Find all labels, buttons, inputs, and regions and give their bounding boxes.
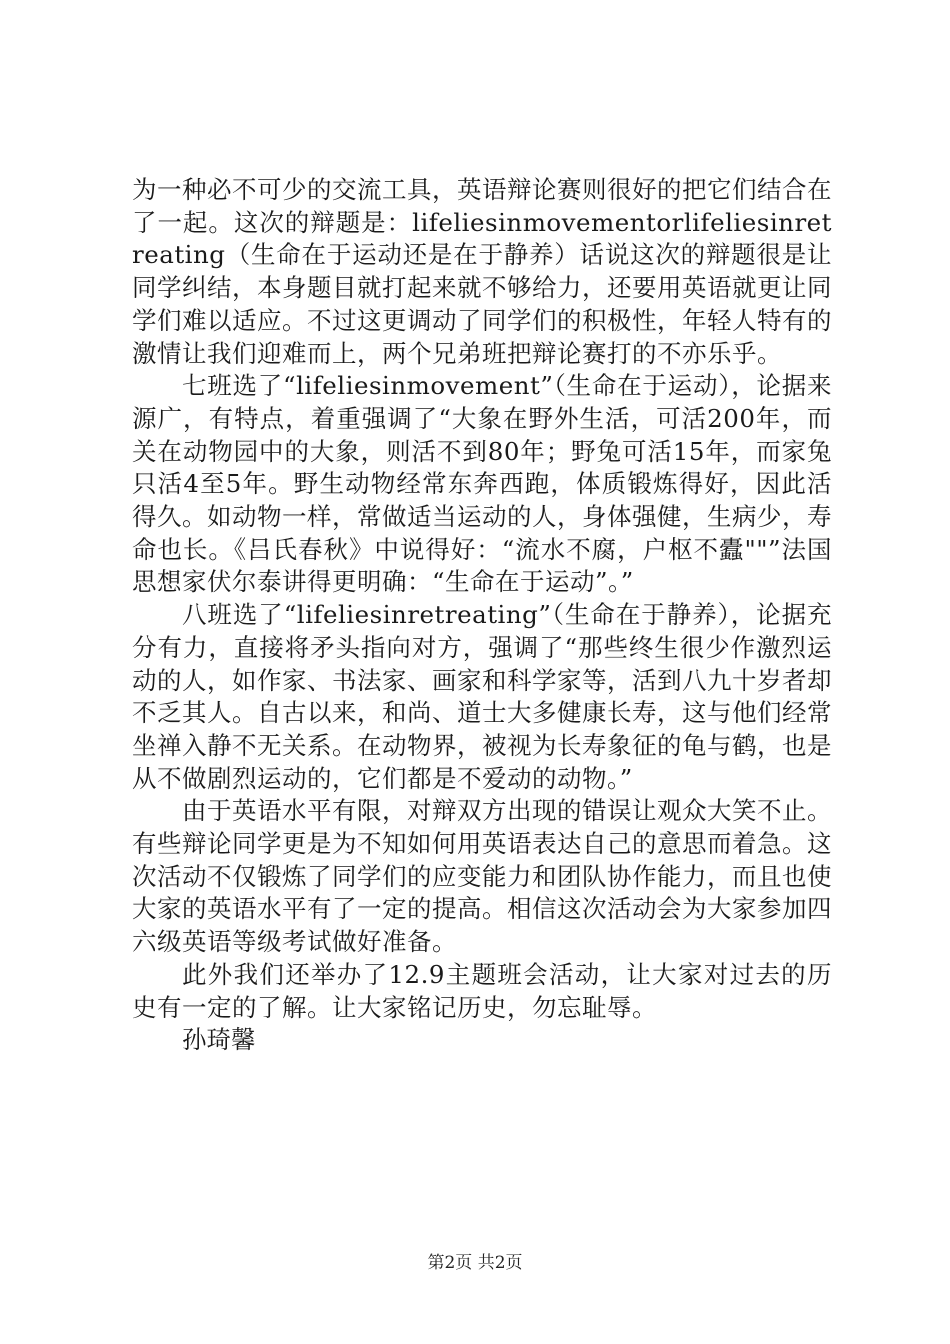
author-signature: 孙琦馨 (182, 1025, 256, 1055)
document-body (132, 174, 832, 1057)
paragraph-summary: 由于英语水平有限，对辩双方出现的错误让观众大笑不止。有些辩论同学更是为不知如何用英语表达自己的意思而着急。这次活动不仅锻炼了同学们的应变能力和团队协作能力，而且也使大家的英语水平有了一定的提高。相信这次活动会为大家参加四六级英语等级考试做好准备。 (132, 796, 832, 957)
paragraph-class-eight: 八班选了“lifeliesinretreating”（生命在于静养），论据充分有力，直接将矛头指向对方，强调了“那些终生很少作激烈运动的人，如作家、书法家、画家和科学家等，活到八九十岁者却不乏其人。自古以来，和尚、道士大多健康长寿，这与他们经常坐禅入静不无关系。在动物界，被视为长寿象征的龟与鹤，也是从不做剧烈运动的，它们都是不爱动的动物。” (132, 600, 832, 793)
paragraph-class-seven: 七班选了“lifeliesinmovement”（生命在于运动），论据来源广，有特点，着重强调了“大象在野外生活，可活200年，而关在动物园中的大象，则活不到80年；野兔可活15年，而家兔只活4至5年。野生动物经常东奔西跑，体质锻炼得好，因此活得久。如动物一样，常做适当运动的人，身体强健，生病少，寿命也长。《吕氏春秋》中说得好：“流水不腐，户枢不蠹""”法国思想家伏尔泰讲得更明确：“生命在于运动”。” (132, 371, 832, 597)
paragraph-class-meeting: 此外我们还举办了12.9主题班会活动，让大家对过去的历史有一定的了解。让大家铭记历史，勿忘耻辱。 (132, 959, 832, 1022)
page-number-footer: 第2页 共2页 (427, 1253, 523, 1273)
paragraph-debate-intro: 为一种必不可少的交流工具，英语辩论赛则很好的把它们结合在了一起。这次的辩题是：lifeliesinmovementorlifeliesinretreating（生命在于运动还是在于静养）话说这次的辩题很是让同学纠结，本身题目就打起来就不够给力，还要用英语就更让同学们难以适应。不过这更调动了同学们的积极性，年轻人特有的激情让我们迎难而上，两个兄弟班把辩论赛打的不亦乐乎。 (132, 175, 832, 368)
